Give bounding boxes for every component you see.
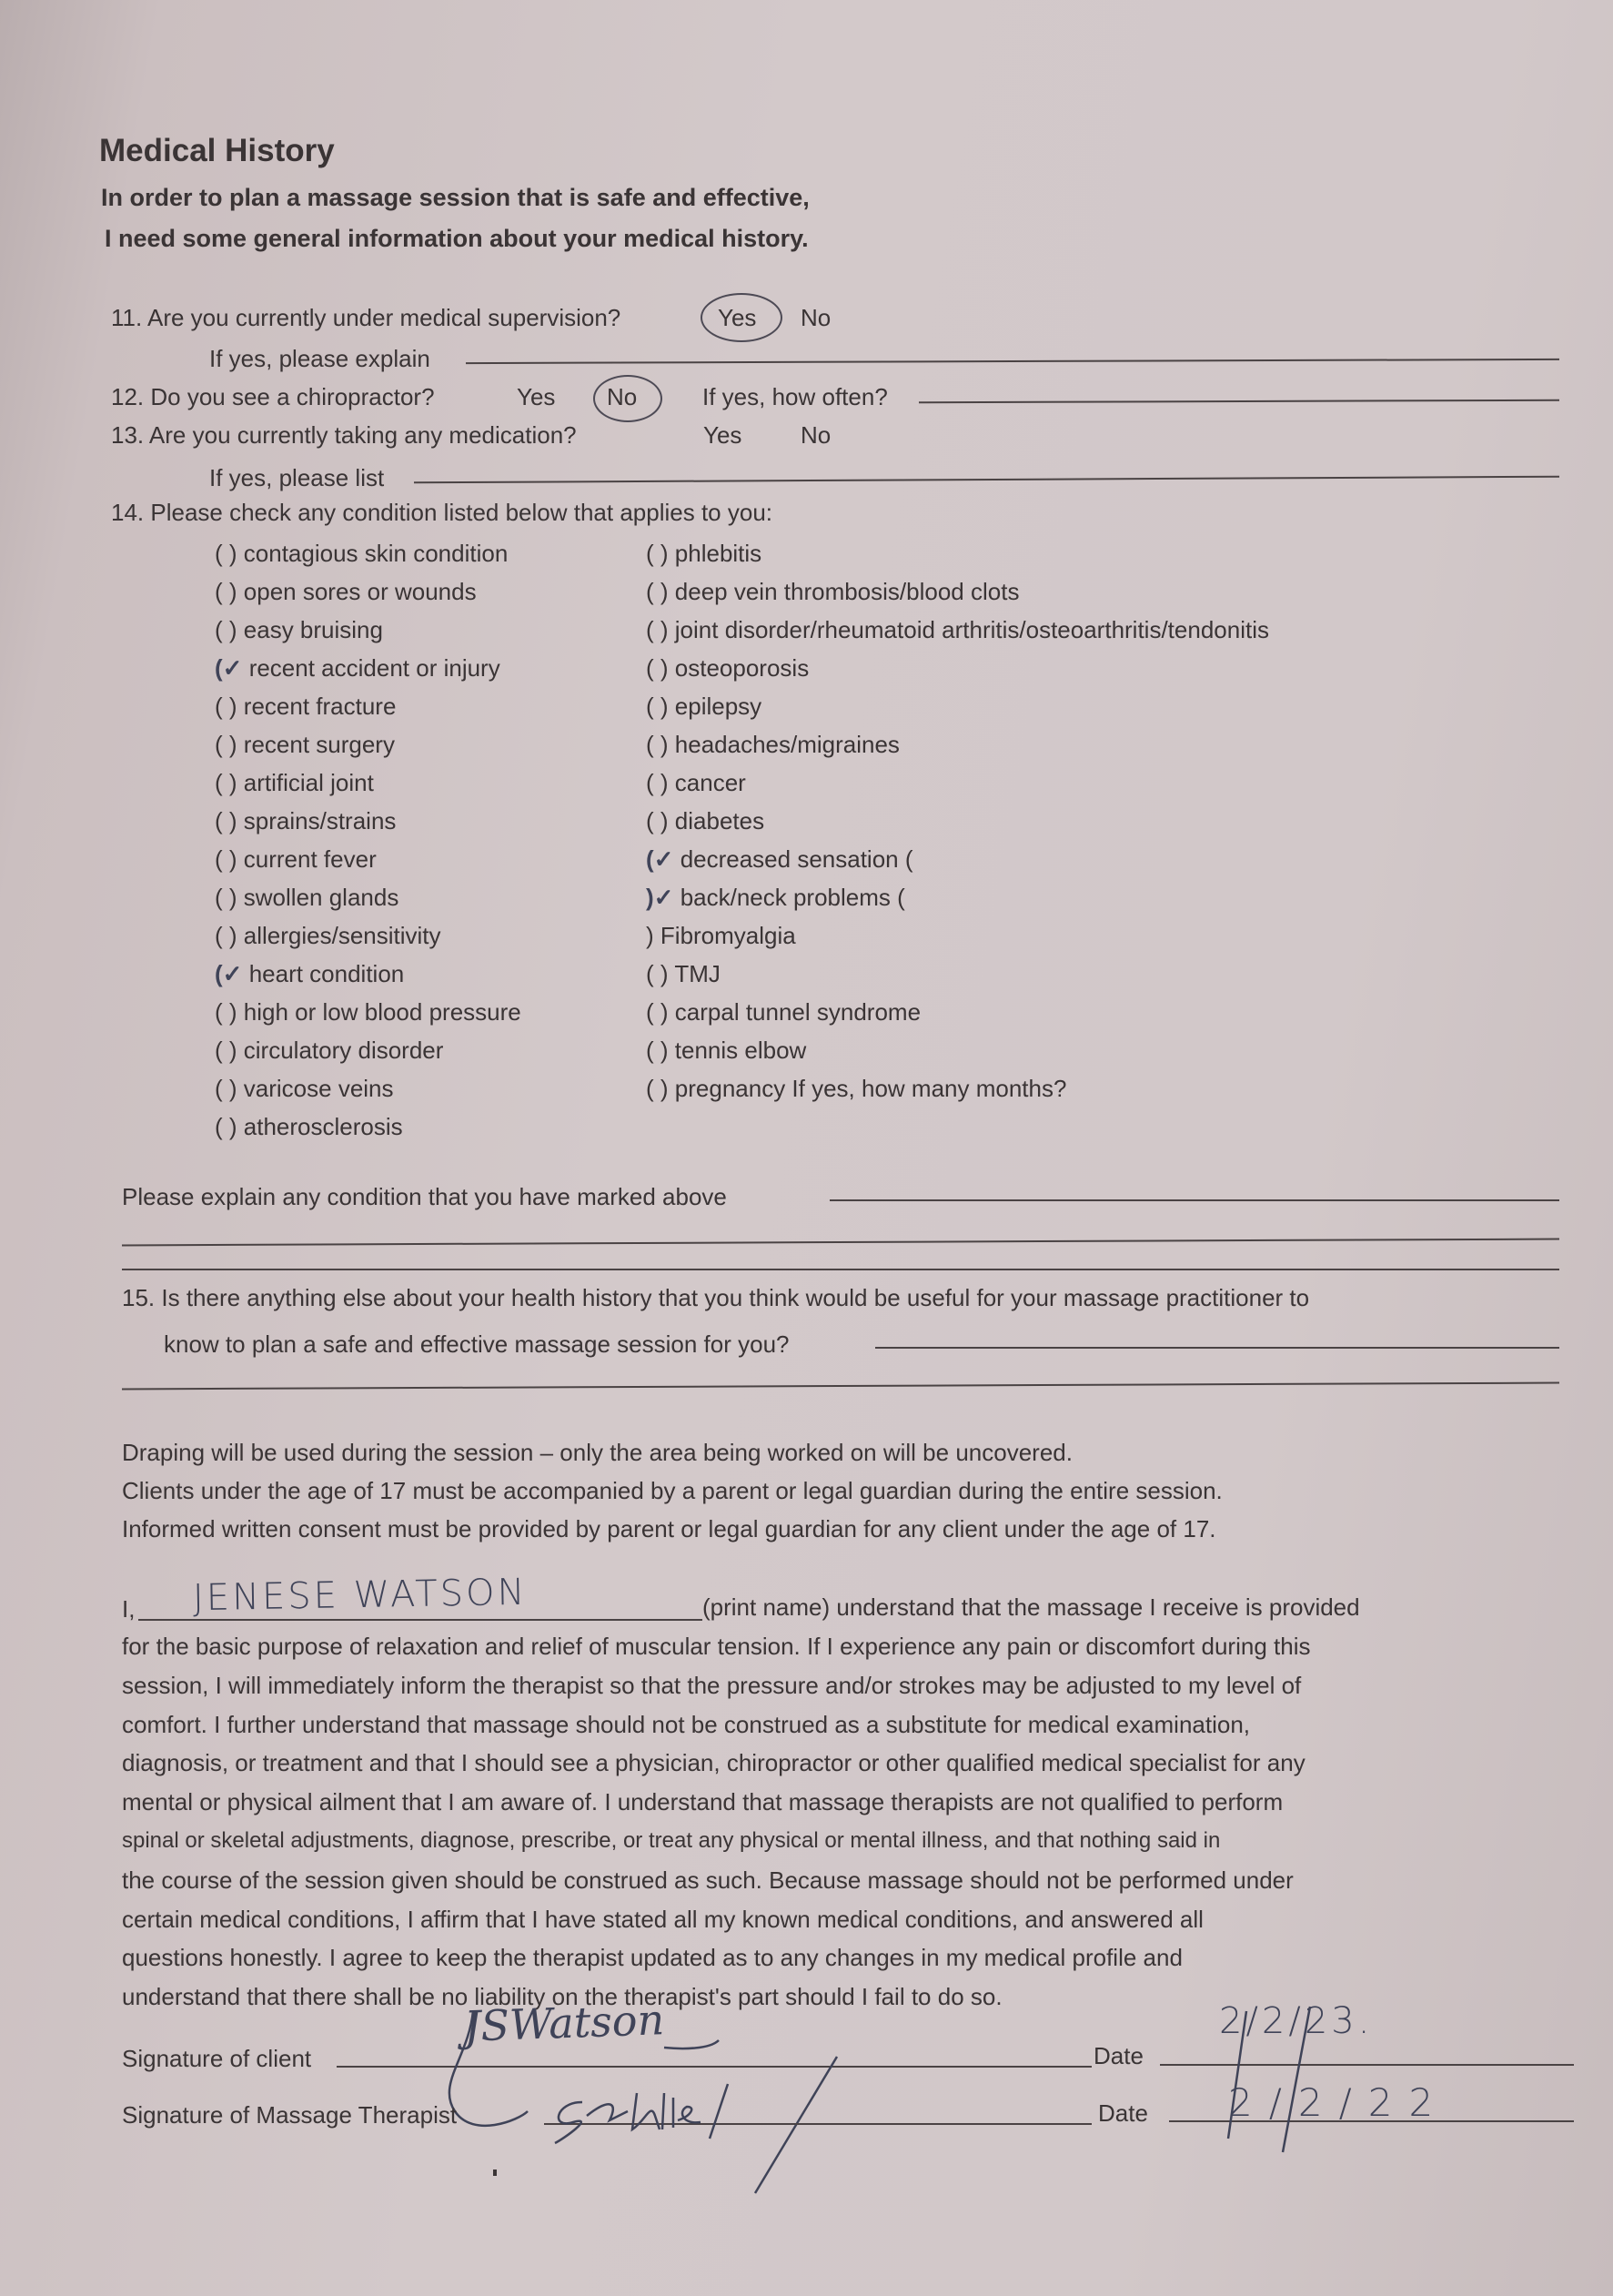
condition-item[interactable]: [215, 692, 396, 721]
checkbox[interactable]: ( ): [646, 1075, 669, 1102]
condition-label: sprains/strains: [243, 807, 397, 834]
q12-text: 12. Do you see a chiropractor?: [111, 383, 435, 410]
checkbox-checked[interactable]: (✓: [215, 654, 243, 682]
checkbox[interactable]: ( ): [215, 693, 237, 720]
checkbox[interactable]: ( ): [646, 654, 669, 682]
condition-item[interactable]: [646, 959, 721, 988]
q12-followup: If yes, how often?: [702, 383, 888, 410]
condition-item[interactable]: [646, 1036, 806, 1065]
condition-item[interactable]: [646, 539, 761, 568]
consent-first-line: (print name) understand that the massage I receive is provided: [702, 1593, 1360, 1621]
q14-text: 14. Please check any condition listed below that applies to you:: [111, 499, 773, 526]
q13-no[interactable]: No: [801, 421, 832, 449]
condition-label: atherosclerosis: [243, 1113, 403, 1140]
checkbox[interactable]: ( ): [215, 807, 237, 834]
condition-label: pregnancy If yes, how many months?: [674, 1075, 1067, 1102]
q13-yes[interactable]: Yes: [703, 421, 742, 449]
condition-label: phlebitis: [674, 540, 762, 567]
explain-line-1[interactable]: [830, 1199, 1559, 1201]
condition-label: recent fracture: [243, 693, 397, 720]
condition-item[interactable]: [215, 806, 396, 835]
condition-label: artificial joint: [243, 769, 374, 796]
consent-line: diagnosis, or treatment and that I should see a physician, chiropractor or other qualified medical specialist for any: [122, 1749, 1306, 1777]
condition-label: circulatory disorder: [243, 1037, 444, 1064]
checkbox[interactable]: ( ): [215, 731, 237, 758]
client-signature-label: Signature of client: [122, 2045, 312, 2072]
checkbox[interactable]: ( ): [646, 960, 669, 987]
checkbox[interactable]: ( ): [215, 769, 237, 796]
q11-explain-line[interactable]: [466, 359, 1559, 364]
q11-no[interactable]: No: [801, 304, 832, 331]
condition-label: deep vein thrombosis/blood clots: [674, 578, 1020, 605]
q12-no[interactable]: No: [607, 383, 638, 410]
explain-text: Please explain any condition that you have marked above: [122, 1183, 727, 1210]
condition-item[interactable]: [646, 615, 1269, 644]
condition-label: swollen glands: [243, 884, 399, 911]
explain-line-2[interactable]: [122, 1239, 1559, 1247]
q15-line-2: know to plan a safe and effective massage session for you?: [164, 1330, 790, 1358]
checkbox[interactable]: ( ): [215, 998, 237, 1026]
condition-label: headaches/migraines: [674, 731, 900, 758]
consent-line: for the basic purpose of relaxation and relief of muscular tension. If I experience any pain or discomfort during this: [122, 1633, 1311, 1660]
condition-label: contagious skin condition: [243, 540, 509, 567]
condition-item[interactable]: [646, 768, 746, 797]
q11-text: 11. Are you currently under medical supervision?: [111, 304, 621, 331]
condition-item[interactable]: [215, 883, 398, 912]
condition-item[interactable]: [215, 730, 395, 759]
form-title: Medical History: [99, 133, 335, 168]
checkbox[interactable]: ( ): [215, 578, 237, 605]
intro-line-1: In order to plan a massage session that is safe and effective,: [101, 184, 810, 211]
condition-item[interactable]: [215, 959, 404, 988]
checkbox[interactable]: ( ): [646, 998, 669, 1026]
condition-item[interactable]: [646, 692, 761, 721]
consent-line: the course of the session given should be construed as such. Because massage should not be performed under: [122, 1866, 1294, 1894]
condition-item[interactable]: [215, 577, 477, 606]
condition-item[interactable]: [646, 883, 905, 912]
consent-line: certain medical conditions, I affirm that I have stated all my known medical conditions, and answered all: [122, 1905, 1204, 1933]
condition-label: allergies/sensitivity: [243, 922, 441, 949]
therapist-date-label: Date: [1098, 2099, 1148, 2127]
condition-label: back/neck problems (: [680, 884, 905, 911]
checkbox[interactable]: ( ): [646, 769, 669, 796]
checkbox[interactable]: ( ): [646, 540, 669, 567]
checkbox[interactable]: ( ): [215, 845, 237, 873]
checkbox-checked[interactable]: (✓: [215, 960, 243, 987]
date-slash-strokes: [1210, 2002, 1337, 2157]
checkbox[interactable]: ( ): [646, 731, 669, 758]
checkbox[interactable]: ( ): [646, 807, 669, 834]
condition-item[interactable]: [215, 539, 508, 568]
checkbox[interactable]: ( ): [215, 540, 237, 567]
condition-label: tennis elbow: [674, 1037, 807, 1064]
condition-item[interactable]: [215, 615, 383, 644]
condition-label: recent accident or injury: [248, 654, 500, 682]
condition-label: Fibromyalgia: [660, 922, 796, 949]
checkbox[interactable]: ( ): [215, 922, 237, 949]
checkbox[interactable]: ( ): [215, 1075, 237, 1102]
condition-item[interactable]: [215, 1036, 443, 1065]
condition-item[interactable]: [215, 768, 374, 797]
condition-label: varicose veins: [243, 1075, 394, 1102]
condition-label: open sores or wounds: [243, 578, 477, 605]
q12-yes[interactable]: Yes: [517, 383, 556, 410]
q11-yes-circle: [701, 293, 782, 342]
condition-label: joint disorder/rheumatoid arthritis/osteoarthritis/tendonitis: [674, 616, 1269, 643]
condition-item[interactable]: [215, 921, 441, 950]
checkbox[interactable]: ( ): [215, 884, 237, 911]
condition-item[interactable]: [215, 1074, 394, 1103]
consent-line: questions honestly. I agree to keep the therapist updated as to any changes in my medical profile and: [122, 1944, 1183, 1972]
draping-line-2: Clients under the age of 17 must be accompanied by a parent or legal guardian during the entire session.: [122, 1477, 1223, 1504]
consent-line: spinal or skeletal adjustments, diagnose, prescribe, or treat any physical or mental illness, and that nothing said in: [122, 1828, 1221, 1853]
intro-line-2: I need some general information about your medical history.: [105, 225, 809, 252]
condition-label: recent surgery: [243, 731, 395, 758]
checkbox-checked[interactable]: )✓: [646, 884, 674, 911]
condition-label: easy bruising: [243, 616, 383, 643]
checkbox[interactable]: ): [646, 922, 654, 949]
q13-text: 13. Are you currently taking any medication?: [111, 421, 577, 449]
q15-line-1: 15. Is there anything else about your health history that you think would be useful for your massage practitioner to: [122, 1284, 1310, 1311]
condition-label: osteoporosis: [674, 654, 810, 682]
condition-label: cancer: [674, 769, 746, 796]
condition-item[interactable]: [646, 921, 796, 950]
condition-item[interactable]: [646, 845, 913, 874]
consent-line: mental or physical ailment that I am aware of. I understand that massage therapists are not qualified to perform: [122, 1788, 1284, 1816]
condition-label: heart condition: [248, 960, 405, 987]
condition-item[interactable]: [646, 730, 900, 759]
condition-label: current fever: [243, 845, 377, 873]
condition-label: TMJ: [674, 960, 721, 987]
condition-item[interactable]: [646, 653, 809, 683]
q12-no-circle: [593, 375, 662, 422]
q11-yes[interactable]: Yes: [718, 304, 757, 331]
checkbox[interactable]: ( ): [215, 616, 237, 643]
therapist-signature-label: Signature of Massage Therapist: [122, 2101, 458, 2129]
draping-line-1: Draping will be used during the session – only the area being worked on will be uncovered.: [122, 1439, 1073, 1466]
checkbox[interactable]: ( ): [215, 1113, 237, 1140]
printed-name[interactable]: JENESE WATSON: [192, 1571, 528, 1620]
ink-dot: [493, 2170, 497, 2176]
q11-followup: If yes, please explain: [209, 345, 430, 372]
condition-item[interactable]: [646, 806, 764, 835]
condition-label: carpal tunnel syndrome: [674, 998, 922, 1026]
checkbox[interactable]: ( ): [646, 616, 669, 643]
therapist-date[interactable]: 2/2/22: [1228, 2080, 1450, 2125]
checkbox-checked[interactable]: (✓: [646, 845, 674, 873]
consent-prefix: I,: [122, 1595, 136, 1623]
checkbox[interactable]: ( ): [646, 693, 669, 720]
condition-item[interactable]: [215, 845, 377, 874]
client-date[interactable]: 2/2/23.: [1219, 2000, 1374, 2042]
q12-how-often-line[interactable]: [919, 400, 1559, 403]
q15-answer-line-1[interactable]: [875, 1347, 1559, 1349]
condition-item[interactable]: [215, 997, 521, 1027]
condition-label: decreased sensation (: [680, 845, 913, 873]
print-name-line[interactable]: [138, 1619, 702, 1621]
therapist-signature[interactable]: [546, 2066, 846, 2148]
condition-item[interactable]: [646, 1074, 1066, 1103]
consent-line: understand that there shall be no liability on the therapist's part should I fail to do so.: [122, 1983, 1003, 2011]
condition-item[interactable]: [646, 577, 1019, 606]
condition-label: epilepsy: [674, 693, 762, 720]
consent-line: session, I will immediately inform the therapist so that the pressure and/or strokes may be adjusted to my level of: [122, 1671, 1302, 1699]
client-date-label: Date: [1094, 2042, 1144, 2069]
draping-line-3: Informed written consent must be provided by parent or legal guardian for any client under the age of 17.: [122, 1515, 1216, 1542]
consent-line: comfort. I further understand that massage should not be construed as a substitute for medical examination,: [122, 1710, 1251, 1738]
condition-label: high or low blood pressure: [243, 998, 521, 1026]
checkbox[interactable]: ( ): [215, 1037, 237, 1064]
checkbox[interactable]: ( ): [646, 1037, 669, 1064]
condition-label: diabetes: [674, 807, 765, 834]
q13-followup: If yes, please list: [209, 464, 385, 491]
condition-item[interactable]: [646, 997, 921, 1027]
q15-answer-line-2[interactable]: [122, 1382, 1559, 1391]
q13-list-line[interactable]: [414, 476, 1559, 484]
client-signature[interactable]: JSWatson: [463, 1995, 665, 2051]
checkbox[interactable]: ( ): [646, 578, 669, 605]
explain-line-3[interactable]: [122, 1269, 1559, 1270]
condition-item[interactable]: [215, 653, 500, 683]
condition-item[interactable]: [215, 1112, 403, 1141]
